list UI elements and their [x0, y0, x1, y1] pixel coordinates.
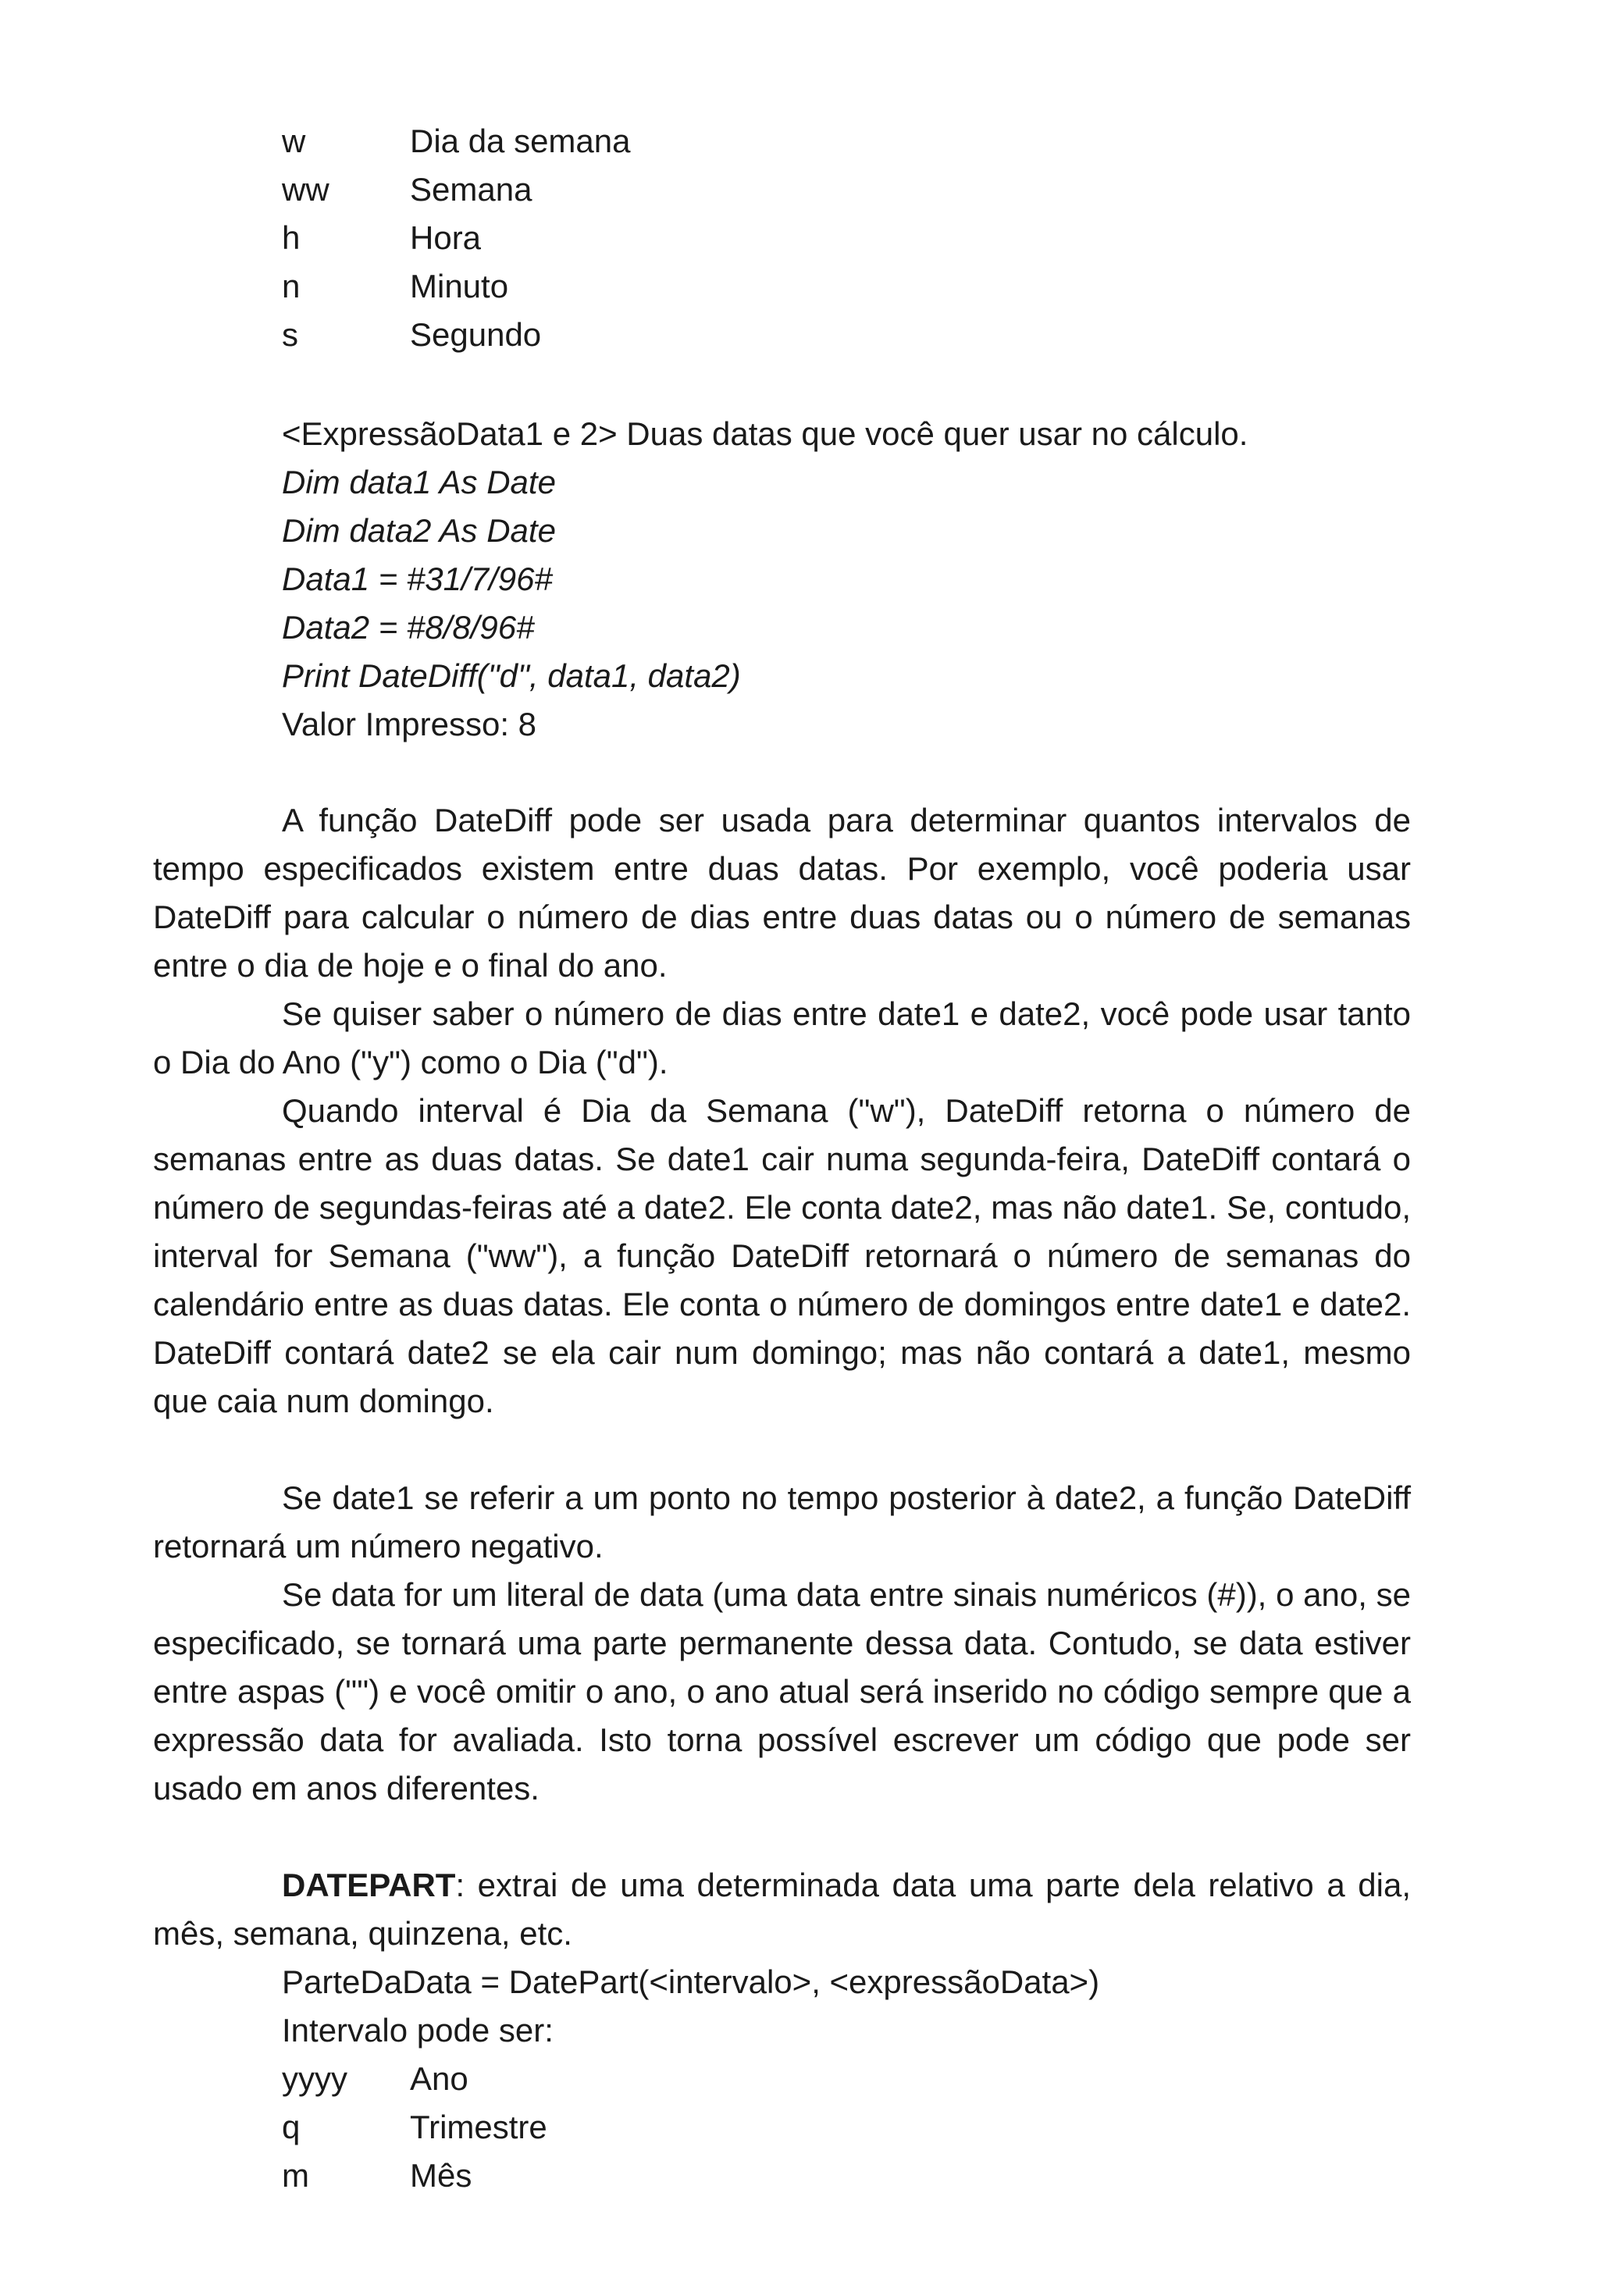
interval-row — [282, 262, 631, 311]
body-paragraph: Quando interval é Dia da Semana ("w"), DateDiff retorna o número de semanas entre as duas datas. Se date1 cair numa segunda-feira, DateDiff contará o número de segundas-feiras até a date2. Ele conta date2, mas não date1. Se, contudo, interval for Semana ("ww"), a função DateDiff retornará o número de semanas do calendário entre as duas datas. Ele conta o número de domingos entre date1 e date2. DateDiff contará date2 se ela cair num domingo; mas não contará a date1, mesmo que caia num domingo. — [153, 1092, 1411, 1419]
interval-list-top — [282, 117, 631, 359]
datepart-section — [153, 1861, 1411, 1958]
code-line: Dim data2 As Date — [282, 512, 556, 549]
interval-row — [282, 214, 631, 262]
interval-code: m — [282, 2157, 309, 2194]
interval-code: h — [282, 219, 301, 256]
interval-label: Semana — [410, 171, 532, 208]
datepart-description: : extrai de uma determinada data uma parte dela relativo a dia, mês, semana, quinzena, etc. — [153, 1867, 1411, 1952]
datediff-explanation — [153, 796, 1411, 1426]
datepart-details — [282, 1958, 1099, 2200]
body-paragraph: Se quiser saber o número de dias entre date1 e date2, você pode usar tanto o Dia do Ano ("y") como o Dia ("d"). — [153, 995, 1411, 1080]
interval-row — [282, 2055, 1099, 2103]
expression-description: <ExpressãoData1 e 2> Duas datas que você quer usar no cálculo. — [282, 415, 1248, 452]
printed-value: Valor Impresso: 8 — [282, 706, 537, 742]
datepart-syntax: ParteDaData = DatePart(<intervalo>, <expressãoData>) — [282, 1963, 1100, 2000]
interval-label: Ano — [410, 2060, 468, 2097]
interval-code: s — [282, 316, 298, 353]
interval-row — [282, 311, 631, 359]
interval-code: ww — [282, 171, 329, 208]
intervals-intro: Intervalo pode ser: — [282, 2012, 554, 2049]
body-paragraph: A função DateDiff pode ser usada para determinar quantos intervalos de tempo especificados existem entre duas datas. Por exemplo, você poderia usar DateDiff para calcular o número de dias entre duas datas ou o número de semanas entre o dia de hoje e o final do ano. — [153, 802, 1411, 984]
code-line: Data2 = #8/8/96# — [282, 609, 535, 646]
interval-label: Trimestre — [410, 2109, 547, 2145]
interval-code: yyyy — [282, 2060, 347, 2097]
interval-row — [282, 2152, 1099, 2200]
interval-code: q — [282, 2109, 301, 2145]
body-paragraph: Se date1 se referir a um ponto no tempo posterior à date2, a função DateDiff retornará um número negativo. — [153, 1479, 1411, 1564]
code-line: Data1 = #31/7/96# — [282, 561, 553, 597]
interval-label: Hora — [410, 219, 482, 256]
interval-code: w — [282, 123, 306, 159]
code-line: Dim data1 As Date — [282, 464, 556, 500]
datediff-notes — [153, 1474, 1411, 1813]
body-paragraph: Se data for um literal de data (uma data entre sinais numéricos (#)), o ano, se especificado, se tornará uma parte permanente dessa data. Contudo, se data estiver entre aspas ("") e você omitir o ano, o ano atual será inserido no código sempre que a expressão data for avaliada. Isto torna possível escrever um código que pode ser usado em anos diferentes. — [153, 1576, 1411, 1807]
datepart-paragraph — [153, 1861, 1411, 1958]
interval-row — [282, 117, 631, 166]
interval-row — [282, 2103, 1099, 2152]
interval-row — [282, 166, 631, 214]
datediff-example — [282, 410, 1248, 749]
interval-code: n — [282, 268, 301, 304]
code-line: Print DateDiff("d", data1, data2) — [282, 657, 741, 694]
interval-label: Minuto — [410, 268, 509, 304]
interval-label: Dia da semana — [410, 123, 631, 159]
interval-label: Segundo — [410, 316, 542, 353]
datepart-keyword: DATEPART — [282, 1867, 456, 1903]
interval-label: Mês — [410, 2157, 472, 2194]
